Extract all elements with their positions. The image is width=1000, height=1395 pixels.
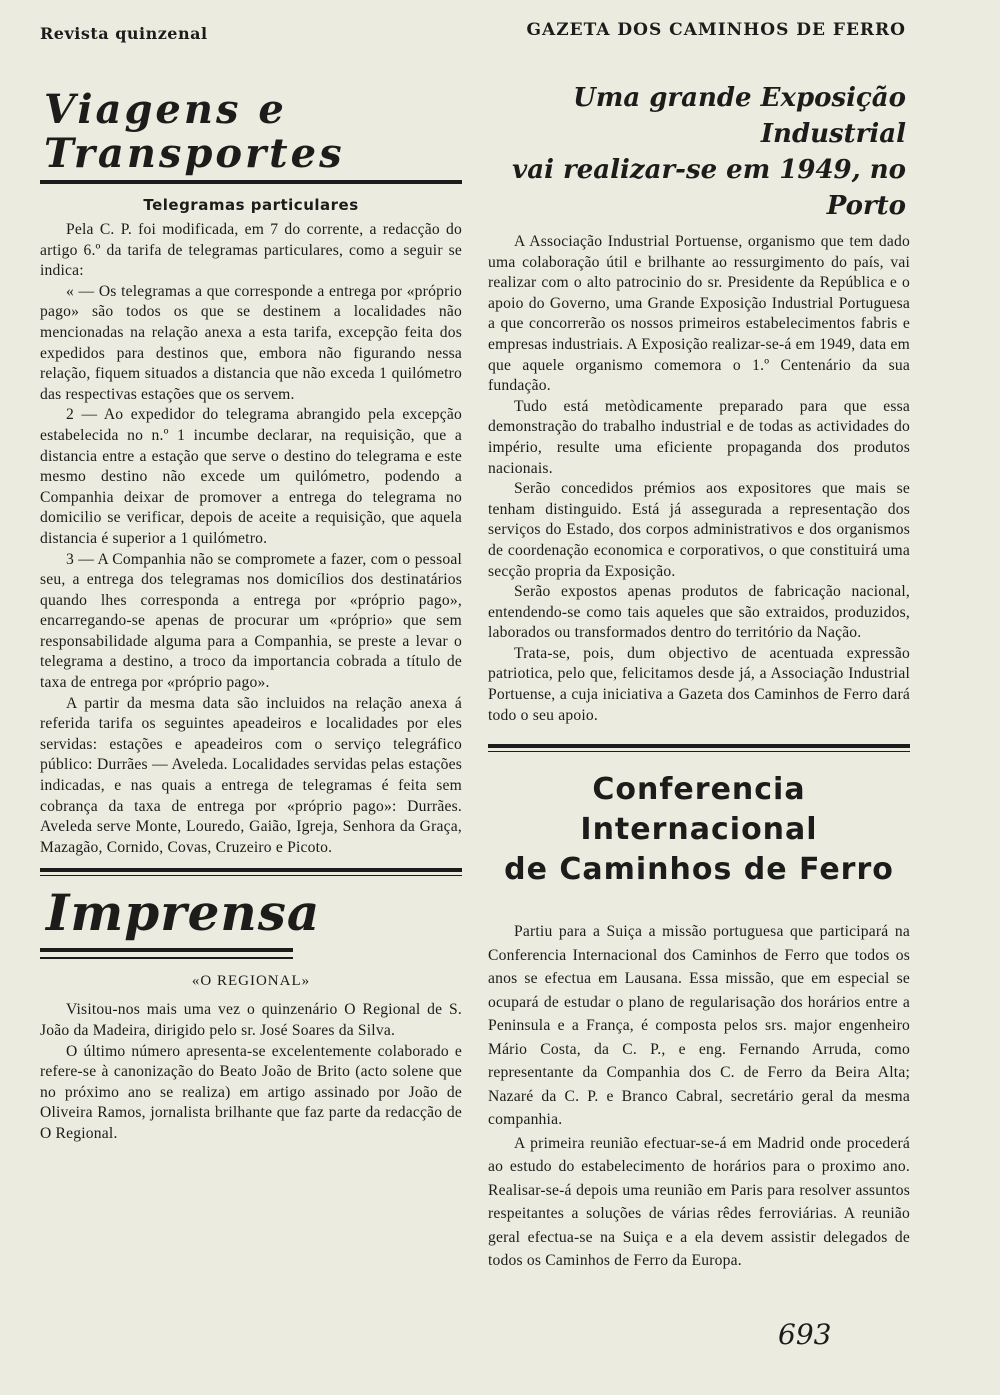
section-separator [488, 744, 910, 748]
section-separator [40, 868, 462, 872]
paragraph: 3 — A Companhia não se compromete a fazer, com o pessoal seu, a entrega dos telegramas nos domicílios dos destinatários quando lhes corresponda a entrega por «próprio pago», encarregando-se apenas de procurar um «próprio» que sem responsabilidade alguma para a Companhia, se preste a levar o telegrama a destino, a troco da importancia cobrada a título de taxa de entrega por «próprio pago». [40, 550, 462, 692]
right-column [488, 80, 910, 1273]
left-column [40, 80, 462, 1145]
paragraph: Partiu para a Suiça a missão portuguesa que participará na Conferencia Internacional dos Caminhos de Ferro que todos os anos se efectua em Lausana. Essa missão, que em especial se ocupará de estudar o plano de regularisação dos horários entre a Peninsula e a França, é composta pelos srs. major engenheiro Mário Costa, da C. P., e eng. Fernando Arruda, como representante da Companhia dos C. de Ferro da Beira Alta; Nazaré da C. P. e Branco Cabral, secretário geral da mesma companhia. [488, 923, 910, 1129]
section-title-exposicao [488, 80, 906, 224]
title-rule [40, 180, 462, 184]
section-title-viagens: Viagens e Transportes [44, 86, 345, 177]
paragraph: A primeira reunião efectuar-se-á em Madrid onde procederá ao estudo do estabelecimento de horários para o proximo ano. Realisar-se-á depois uma reunião em Paris para resolver assuntos respeitantes a soluções de várias rêdes ferroviárias. A reunião geral efectua-se na Suiça e a ela devem assistir delegados de todos os Caminhos de Ferro da Europa. [488, 1134, 910, 1270]
section-title-conferencia [488, 770, 910, 890]
paragraph: O último número apresenta-se excelentemente colaborado e refere-se à canonização do Beato João de Brito (acto solene que no próximo ano se realiza) em artigo assinado por João de Oliveira Ramos, jornalista brilhante que faz parte da redacção de O Regional. [40, 1042, 462, 1142]
paragraph: Tudo está metòdicamente preparado para que essa demonstração do trabalho industrial e de todas as actividades do império, resulte uma eficiente propaganda dos produtos nacionais. [488, 397, 910, 477]
paragraph: Trata-se, pois, dum objectivo de acentuada expressão patriotica, pelo que, felicitamos desde já, a Associação Industrial Portuense, a cuja iniciativa a Gazeta dos Caminhos de Ferro dará todo o seu apoio. [488, 644, 910, 724]
paragraph: Serão concedidos prémios aos expositores que mais se tenham distinguido. Está já assegurada a representação dos serviços do Estado, dos corpos administrativos e dos organismos de coordenação economica e corporativos, o que constituirá uma secção propria da Exposição. [488, 480, 910, 580]
imprensa-rules [40, 948, 293, 959]
title-line: vai realizar-se em 1949, no Porto [512, 155, 906, 221]
rule [40, 957, 293, 959]
section-subtitle-telegramas: Telegramas particulares [143, 196, 359, 214]
paragraph: Visitou-nos mais uma vez o quinzenário O Regional de S. João da Madeira, dirigido pelo sr. José Soares da Silva. [40, 1001, 462, 1039]
paragraph: Serão expostos apenas produtos de fabricação nacional, entendendo-se como tais aqueles que são extraidos, produzidos, laborados ou transformados dentro do território da Nação. [488, 583, 910, 642]
paragraph: Pela C. P. foi modificada, em 7 do corrente, a redacção do artigo 6.º da tarifa de telegramas particulares, como a seguir se indica: [40, 221, 462, 280]
title-line: Conferencia Internacional [580, 772, 818, 848]
paragraph: 2 — Ao expedidor do telegrama abrangido pela excepção estabelecida no n.º 1 incumbe declarar, na requisição, que a distancia entre a estação que serve o destino do telegrama e este mesmo destino não excede um quilómetro, podendo a Companhia deixar de promover a entrega do telegrama no domicilio se verificar, depois de aceite a requisição, que aquela distancia é superior a 1 quilómetro. [40, 406, 462, 547]
conferencia-body [488, 920, 910, 1273]
rule [40, 948, 293, 952]
section-subtitle-regional: «O REGIONAL» [191, 973, 311, 990]
section-separator-thin [488, 751, 910, 752]
paragraph: A Associação Industrial Portuense, organismo que tem dado uma colaboração útil e brilhante ao ressurgimento do país, vai realizar com o alto patrocinio do sr. Presidente da República e o apoio do Governo, uma Grande Exposição Industrial Portuguesa a que concorrerão os nossos primeiros estabelecimentos fabris e empresas industriais. A Exposição realizar-se-á em 1949, data em que aquele organismo comemora o 1.º Centenário da sua fundação. [488, 233, 910, 395]
section-title-imprensa: Imprensa [46, 883, 321, 943]
title-line: de Caminhos de Ferro [504, 852, 894, 888]
title-line: Uma grande Exposição Industrial [573, 83, 906, 149]
paragraph: A partir da mesma data são incluidos na relação anexa á referida tarifa os seguintes apeadeiros e localidades por eles servidas: estações e apeadeiros com o serviço telegráfico público: Durrães — Aveleda. Localidades servidas pelas estações indicadas, e nas quais a entrega de telegramas é feita sem cobrança da taxa de entrega por «próprio pago»: Durrães. Aveleda serve Monte, Louredo, Gaião, Igreja, Senhora da Graça, Mazagão, Cornido, Covas, Cruzeiro e Picoto. [40, 694, 462, 856]
running-header-left: Revista quinzenal [40, 24, 208, 43]
running-header-right: GAZETA DOS CAMINHOS DE FERRO [526, 20, 906, 40]
page-number: 693 [778, 1318, 832, 1351]
section-separator-thin [40, 875, 462, 876]
paragraph: « — Os telegramas a que corresponde a entrega por «próprio pago» são todos os que se destinem a localidades não mencionadas na relação anexa a esta tarifa, excepção feita dos expedidos para destinos que, embora não figurando nessa relação, fiquem situados a distancia que não exceda 1 quilómetro das respectivas estações que os servem. [40, 282, 462, 403]
